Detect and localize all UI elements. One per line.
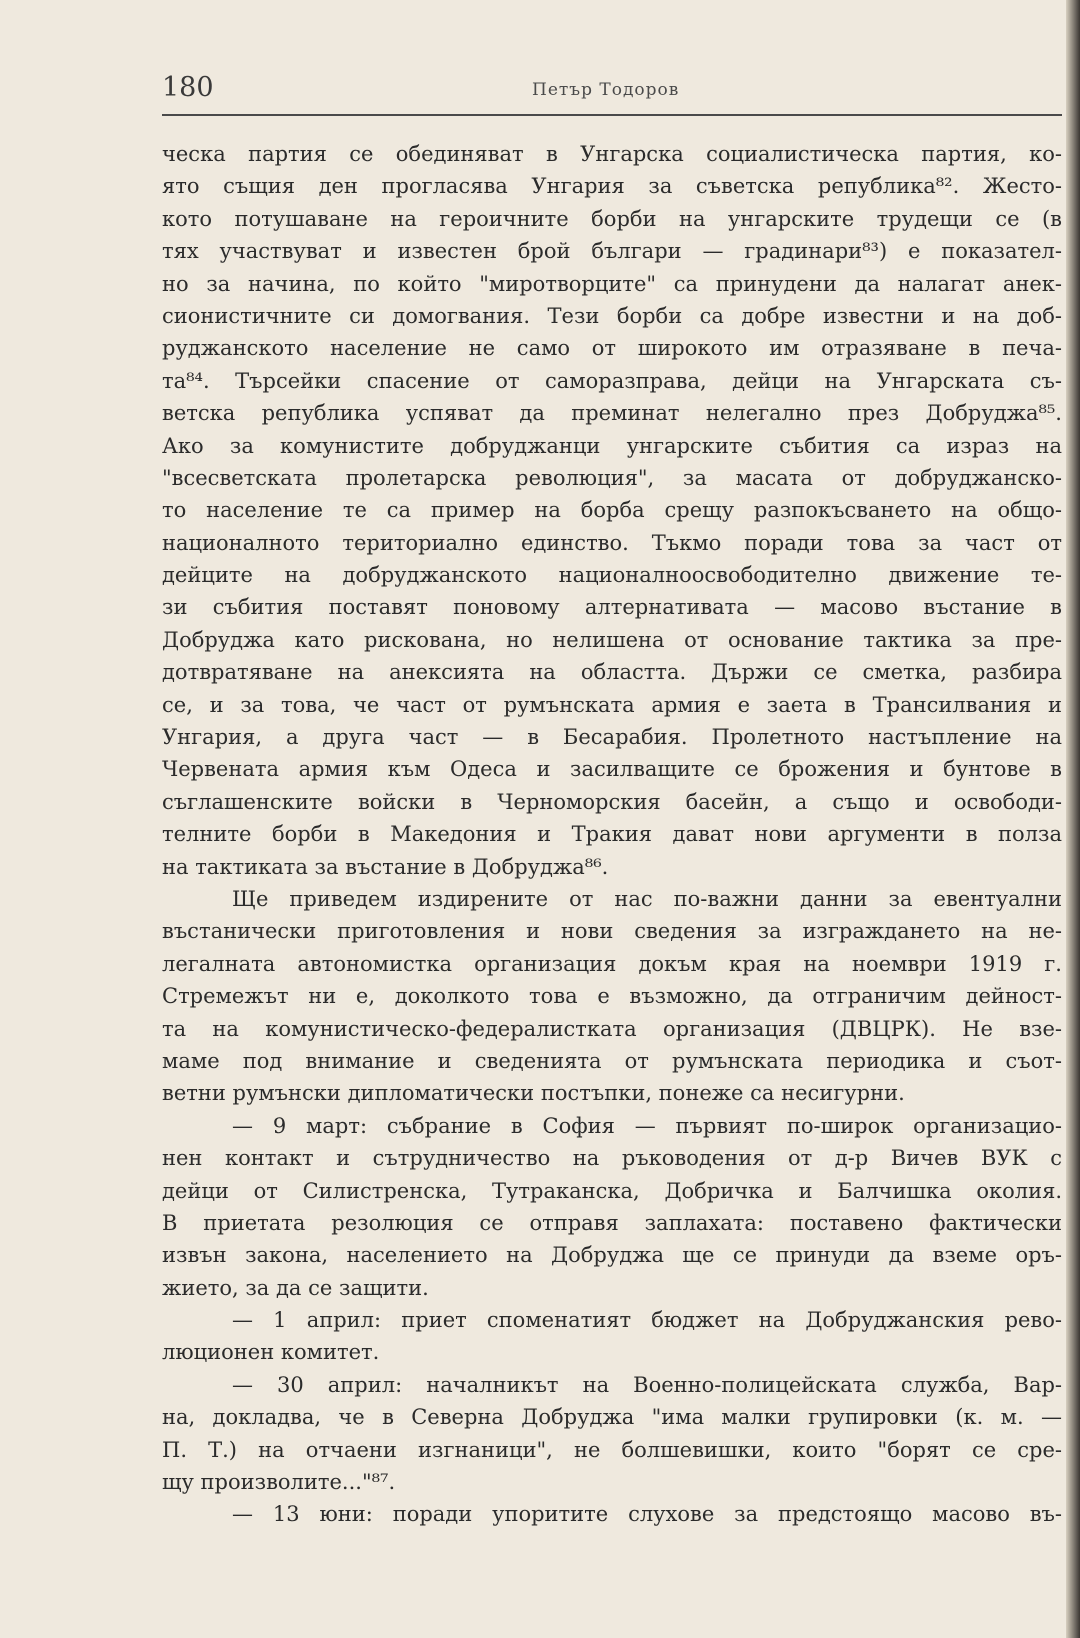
header-rule xyxy=(162,114,1062,116)
text-line: та на комунистическо-федералистката организация (ДВЦРК). Не взе- xyxy=(162,1016,1062,1041)
text-line: се, и за това, че част от румънската армия е заета в Трансилвания и xyxy=(162,692,1062,717)
text-line: съглашенските войски в Черноморския басейн, а също и освободи- xyxy=(162,789,1062,814)
text-line: сионистичните си домогвания. Тези борби са добре известни и на доб- xyxy=(162,303,1062,328)
text-line: телните борби в Македония и Тракия дават нови аргументи в полза xyxy=(162,822,1062,847)
text-line: националното териториално единство. Тъкмо поради това за част от xyxy=(162,530,1062,555)
text-line: ческа партия се обединяват в Унгарска социалистическа партия, ко- xyxy=(162,142,1062,166)
text-line: легалната автономистка организация докъм края на ноември 1919 г. xyxy=(162,951,1062,976)
text-line: жието, за да се защити. xyxy=(162,1275,429,1300)
text-line: щу произволите..."⁸⁷. xyxy=(162,1470,396,1495)
text-line: "всесветската пролетарска революция", за масата от добруджанско- xyxy=(162,465,1062,490)
body-text xyxy=(162,138,1062,1531)
text-line: дотвратяване на анексията на областта. Държи се сметка, разбира xyxy=(162,660,1062,685)
text-line: Стремежът ни е, доколкото това е възможно, да отграничим дейност- xyxy=(162,984,1062,1009)
text-line: Ако за комунистите добруджанци унгарските събития са израз на xyxy=(162,433,1062,458)
text-line: зи събития поставят поновому алтернативата — масово въстание в xyxy=(162,595,1062,620)
text-line: тях участвуват и известен брой българи — градинари⁸³) е показател- xyxy=(162,239,1062,264)
text-line: маме под вниманиe и сведенията от румънската периодика и съот- xyxy=(162,1048,1062,1073)
text-line: Добруджа като рискована, но нелишена от основание тактика за пре- xyxy=(162,627,1062,652)
text-line: дейци от Силистренска, Тутраканска, Добричка и Балчишка околия. xyxy=(162,1178,1062,1203)
text-line: — 13 юни: поради упоритите слухове за предстоящо масово въ- xyxy=(232,1502,1062,1527)
text-line: нен контакт и сътрудничество на ръководения от д-р Вичев ВУК с xyxy=(162,1146,1062,1171)
text-line: В приетата резолюция се отправя заплахата: поставено фактически xyxy=(162,1210,1062,1235)
text-line: Унгария, а друга част — в Бесарабия. Пролетното настъпление на xyxy=(162,725,1062,750)
text-line: дейците на добруджанското националноосвободително движение те- xyxy=(162,563,1062,588)
page-edge-shadow xyxy=(1066,0,1080,1638)
text-line: — 9 март: събрание в София — първият по-широк организацио- xyxy=(232,1113,1062,1138)
text-line: то население те са пример на борба срещу разпокъсването на общо- xyxy=(162,498,1062,523)
text-line: въстанически приготовления и нови сведения за изграждането на не- xyxy=(162,919,1062,944)
page-number: 180 xyxy=(162,72,214,103)
text-line: кото потушаване на героичните борби на унгарските трудещи се (в xyxy=(162,206,1062,231)
text-line: та⁸⁴. Търсейки спасение от саморазправа, дейци на Унгарската съ- xyxy=(162,368,1062,393)
text-line: ветска република успяват да преминат нелегално през Добруджа⁸⁵. xyxy=(162,401,1062,426)
text-line: на, докладва, че в Северна Добруджа "има малки групировки (к. м. — xyxy=(162,1405,1062,1430)
text-line: — 1 април: приет споменатият бюджет на Добруджанския рево- xyxy=(232,1308,1062,1333)
text-line: руджанското население не само от широкото им отразяване в печа- xyxy=(162,336,1062,361)
text-line: на тактиката за въстание в Добруджа⁸⁶. xyxy=(162,854,609,879)
running-head: Петър Тодоров xyxy=(532,80,680,100)
text-line: Ще приведем издирените от нас по-важни данни за евентуални xyxy=(232,886,1062,911)
text-line: — 30 април: началникът на Военно-полицейската служба, Вар- xyxy=(232,1372,1062,1397)
text-line: но за начина, по който "миротворците" са принудени да налагат анек- xyxy=(162,271,1062,296)
text-line: П. Т.) на отчаени изгнаници", не болшевишки, които "борят се сре- xyxy=(162,1437,1062,1462)
text-line: ято същия ден прогласява Унгария за съветска република⁸². Жесто- xyxy=(162,174,1062,199)
text-line: ветни румънски дипломатически постъпки, понеже са несигурни. xyxy=(162,1081,905,1106)
page-header xyxy=(162,72,1062,108)
text-line: люционен комитет. xyxy=(162,1340,380,1365)
text-line: Червената армия към Одеса и засилващите се брожения и бунтове в xyxy=(162,757,1062,782)
text-line: извън закона, населението на Добруджа ще се принуди да вземе оръ- xyxy=(162,1243,1062,1268)
